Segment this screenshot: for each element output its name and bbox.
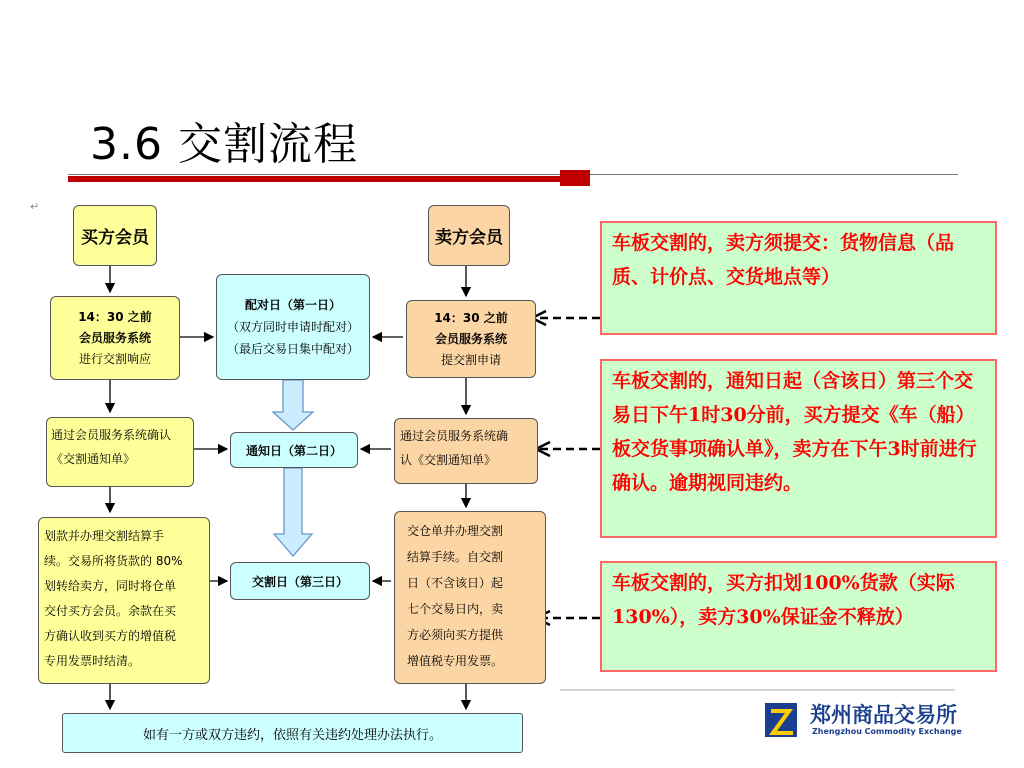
buyer-step1-action: 进行交割响应 — [78, 351, 151, 366]
buyer-step3-line3: 划转给卖方，同时将仓单 — [44, 579, 177, 593]
buyer-step3-line4: 交付买方会员。余款在买 — [44, 604, 177, 618]
buyer-member-box — [73, 205, 157, 266]
buyer-step3-line2: 续。交易所将货款的 80% — [44, 554, 183, 568]
logo-english: Zhengzhou Commodity Exchange — [812, 727, 962, 736]
seller-step1-time: 14：30 之前 — [434, 310, 508, 325]
seller-step1-system: 会员服务系统 — [434, 331, 507, 346]
page-title: 3.6 交割流程 — [90, 119, 358, 170]
buyer-step3-line1: 划款并办理交割结算手 — [44, 529, 165, 543]
buyer-step3-line5: 方确认收到买方的增值税 — [44, 629, 177, 643]
seller-step3-line4: 七个交易日内，卖 — [407, 602, 504, 616]
seller-step1-box — [406, 300, 536, 378]
match-day-note2: （最后交易日集中配对） — [226, 342, 359, 356]
match-day-box — [216, 274, 370, 380]
buyer-step1-box — [50, 296, 180, 380]
seller-step3-line5: 方必须向买方提供 — [407, 628, 504, 642]
seller-member-box — [428, 205, 510, 266]
zce-logo-icon — [763, 697, 803, 741]
seller-step3-line2: 结算手续。自交割 — [407, 550, 504, 564]
note-payment: 车板交割的，买方扣划100%货款（实际130%），卖方30%保证金不释放） — [600, 561, 997, 672]
buyer-step2-box — [46, 417, 194, 487]
seller-step3-line6: 增值税专用发票。 — [407, 654, 504, 668]
delivery-day-label: 交割日（第三日） — [251, 574, 348, 589]
seller-step2-line2: 认《交割通知单》 — [400, 453, 497, 467]
seller-step3-line1: 交仓单并办理交割 — [407, 524, 504, 538]
buyer-member-label: 买方会员 — [81, 228, 149, 248]
buyer-step2-line2: 《交割通知单》 — [51, 452, 136, 466]
delivery-day-box — [230, 562, 370, 600]
final-default-text: 如有一方或双方违约，依照有关违约处理办法执行。 — [142, 727, 442, 743]
seller-step1-action: 提交割申请 — [440, 352, 501, 367]
logo-name: 郑州商品交易所 — [810, 703, 957, 727]
buyer-step1-time: 14：30 之前 — [78, 309, 152, 324]
buyer-step3-line6: 专用发票时结清。 — [44, 654, 141, 668]
seller-step2-box — [394, 418, 538, 484]
note-buyer-confirm: 车板交割的，通知日起（含该日）第三个交易日下午1时30分前，买方提交《车（船）板交货事项确认单》，卖方在下午3时前进行确认。逾期视同违约。 — [600, 359, 997, 538]
notice-day-box — [230, 432, 358, 468]
match-day-note1: （双方同时申请时配对） — [226, 320, 359, 334]
match-day-title: 配对日（第一日） — [244, 298, 341, 312]
seller-step3-box — [394, 511, 546, 684]
final-default-box — [62, 713, 523, 753]
seller-step2-line1: 通过会员服务系统确 — [400, 429, 509, 443]
paragraph-mark: ↵ — [30, 200, 40, 213]
buyer-step2-line1: 通过会员服务系统确认 — [51, 428, 172, 442]
note-seller-submit: 车板交割的，卖方须提交：货物信息（品质、计价点、交货地点等） — [600, 221, 997, 335]
buyer-step1-system: 会员服务系统 — [78, 330, 151, 345]
zce-logo — [763, 697, 963, 745]
seller-member-label: 卖方会员 — [435, 228, 503, 248]
buyer-step3-box — [38, 517, 210, 684]
seller-step3-line3: 日（不含该日）起 — [407, 576, 504, 590]
notice-day-label: 通知日（第二日） — [245, 443, 342, 458]
